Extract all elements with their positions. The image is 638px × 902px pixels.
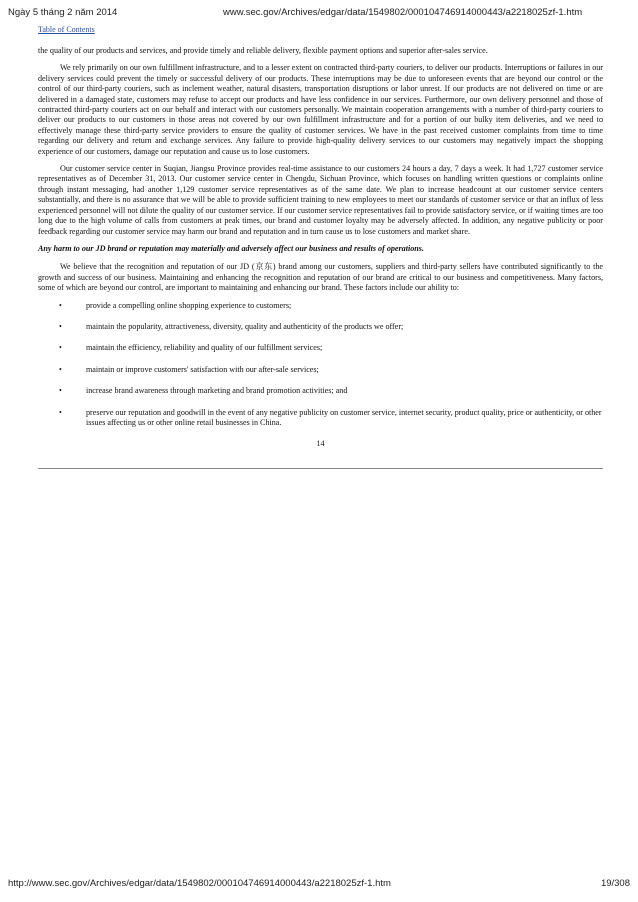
bullet-icon: •	[59, 300, 62, 310]
paragraph-brand	[38, 262, 603, 293]
list-item-text: increase brand awareness through marketing and brand promotion activities; and	[86, 386, 348, 396]
risk-heading: Any harm to our JD brand or reputation may materially and adversely affect our business and results of operations.	[38, 243, 424, 253]
footer-url: http://www.sec.gov/Archives/edgar/data/1549802/000104746914000443/a2218025zf-1.htm	[8, 878, 391, 889]
paragraph-delivery: We rely primarily on our own fulfillment infrastructure, and to a lesser extent on contracted third-party couriers, to deliver our products. Interruptions or failures in our delivery services could prevent the timely or successful delivery of our products. These interruptions may be due to unforeseen events that are beyond our control or the control of our third-party couriers, such as inclement weather, natural disasters, transportation disruptions or labor unrest. If our products are not delivered on time or are delivered in a damaged state, customers may refuse to accept our products and have less confidence in our services. Furthermore, our own delivery personnel and those of contracted third-party couriers act on our behalf and interact with our customers personally. We maintain cooperation arrangements with a number of third-party couriers to deliver our products to our customers in those areas not covered by our own fulfillment infrastructure and for a portion of our bulky item deliveries, and we need to effectively manage these third-party service providers to ensure the quality of customer services. We have in the past received customer complaints from time to time regarding our delivery and return and exchange services. Any failure to provide high-quality delivery services to our customers may negatively impact the shopping experience of our customers, damage our reputation and cause us to lose customers.	[38, 63, 603, 156]
paragraph-customer-service: Our customer service center in Suqian, Jiangsu Province provides real-time assistance to our customers 24 hours a day, 7 days a week. It had 1,727 customer service representatives as of December 31, 2013. Our customer service center in Chengdu, Sichuan Province, which focuses on handling written questions or complaints online through instant messaging, had another 1,129 customer service representatives as of the same date. We plan to increase headcount at our customer service centers substantially, and there is no assurance that we will be able to provide sufficient training to new employees to meet our standards of customer service or that an influx of less experienced personnel will not dilute the quality of our customer service. If our customer service representatives fail to provide satisfactory service, or if waiting times are too long due to the high volume of calls from customers at peak times, our brand and customer loyalty may be adversely affected. In addition, any negative publicity or poor feedback regarding our customer service may harm our brand and reputation and in turn cause us to lose customers and market share.	[38, 164, 603, 236]
table-of-contents-link[interactable]: Table of Contents	[38, 25, 95, 34]
list-item-text: preserve our reputation and goodwill in the event of any negative publicity on customer service, internet security, product quality, price or authenticity, or other issues affecting us or other online retail businesses in China.	[86, 407, 602, 427]
list-item	[38, 365, 603, 375]
paragraph-1: the quality of our products and services, and provide timely and reliable delivery, flexible payment options and superior after-sales service.	[38, 46, 488, 55]
print-footer	[8, 878, 630, 892]
bullet-icon: •	[59, 364, 62, 374]
page-divider	[38, 468, 603, 469]
print-url: www.sec.gov/Archives/edgar/data/1549802/000104746914000443/a2218025zf-1.htm	[223, 7, 583, 18]
list-item	[38, 408, 603, 429]
bullet-icon: •	[59, 386, 62, 396]
page-number: 14	[316, 439, 325, 449]
print-date: Ngày 5 tháng 2 năm 2014	[8, 7, 118, 18]
list-item-text: maintain or improve customers' satisfaction with our after-sale services;	[86, 364, 319, 374]
list-item	[38, 322, 603, 332]
list-item	[38, 343, 603, 353]
document-body	[38, 46, 603, 450]
factors-list	[38, 301, 603, 429]
brand-text-post: ) brand among our customers, suppliers and third-party sellers have contributed significantly to the growth and success of our business. Maintaining and enhancing the recognition and reputation of our brand are critical to our business and competitiveness. Many factors, some of which are beyond our control, are important to maintaining and enhancing our brand. These factors include our ability to:	[38, 262, 604, 293]
brand-text-pre: We believe that the recognition and reputation of our JD (	[60, 262, 255, 272]
bullet-icon: •	[59, 321, 62, 331]
print-header	[8, 7, 630, 21]
footer-page-count: 19/308	[600, 878, 630, 889]
bullet-icon: •	[59, 407, 62, 417]
list-item	[38, 386, 603, 396]
bullet-icon: •	[59, 343, 62, 353]
brand-chinese-name: 京东	[254, 262, 273, 272]
list-item	[38, 301, 603, 311]
list-item-text: maintain the efficiency, reliability and quality of our fulfillment services;	[86, 343, 323, 353]
list-item-text: maintain the popularity, attractiveness, diversity, quality and authenticity of the products we offer;	[86, 321, 404, 331]
list-item-text: provide a compelling online shopping experience to customers;	[86, 300, 292, 310]
